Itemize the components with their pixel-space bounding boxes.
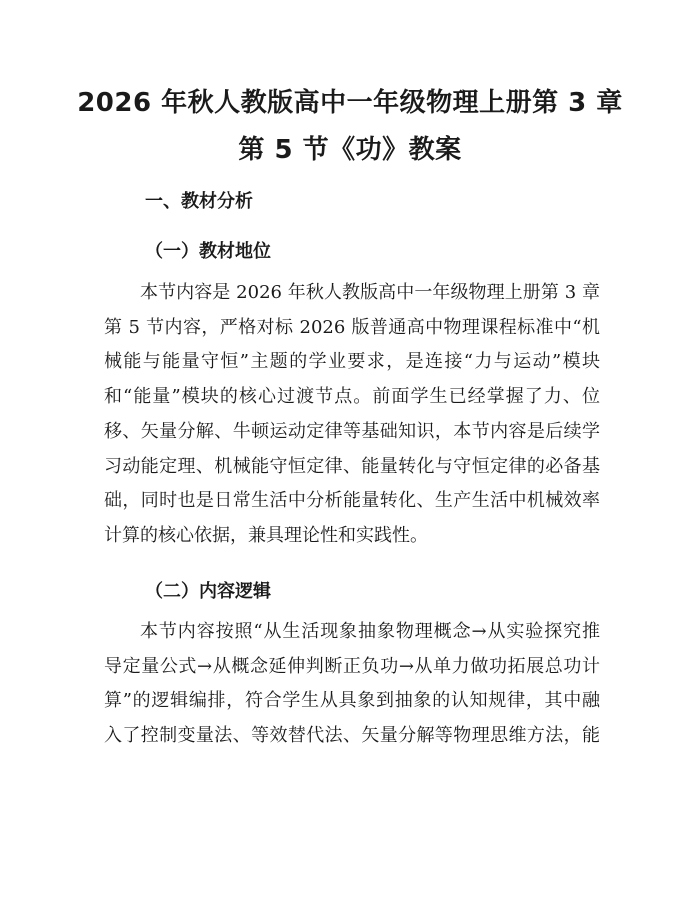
document-title-line-1: 2026 年秋人教版高中一年级物理上册第 3 章 xyxy=(77,88,623,118)
paragraph-line: 本节内容按照“从生活现象抽象物理概念→从实验探究推 xyxy=(140,621,600,642)
paragraph-line: 础，同时也是日常生活中分析能量转化、生产生活中机械效率 xyxy=(104,490,600,512)
paragraph-content-logic xyxy=(104,615,600,754)
paragraph-line: 算”的逻辑编排，符合学生从具象到抽象的认知规律，其中融 xyxy=(104,690,600,712)
paragraph-line: 计算的核心依据，兼具理论性和实践性。 xyxy=(104,524,428,546)
subsection-heading-1: （一）教材地位 xyxy=(145,241,271,262)
paragraph-line: 第 5 节内容，严格对标 2026 版普通高中物理课程标准中“机 xyxy=(104,316,600,338)
paragraph-line: 械能与能量守恒”主题的学业要求，是连接“力与运动”模块 xyxy=(104,351,600,373)
subsection-heading-2: （二）内容逻辑 xyxy=(145,581,271,602)
paragraph-line: 习动能定理、机械能守恒定律、能量转化与守恒定律的必备基 xyxy=(104,455,600,477)
paragraph-line: 入了控制变量法、等效替代法、矢量分解等物理思维方法，能 xyxy=(104,725,600,747)
paragraph-line: 导定量公式→从概念延伸判断正负功→从单力做功拓展总功计 xyxy=(104,655,600,677)
section-heading: 一、教材分析 xyxy=(145,191,253,212)
document-title-line-2: 第 5 节《功》教案 xyxy=(238,135,462,165)
paragraph-line: 本节内容是 2026 年秋人教版高中一年级物理上册第 3 章 xyxy=(140,282,600,303)
paragraph-textbook-position xyxy=(104,276,600,554)
paragraph-line: 移、矢量分解、牛顿运动定律等基础知识，本节内容是后续学 xyxy=(104,420,600,442)
paragraph-line: 和“能量”模块的核心过渡节点。前面学生已经掌握了力、位 xyxy=(104,386,600,408)
